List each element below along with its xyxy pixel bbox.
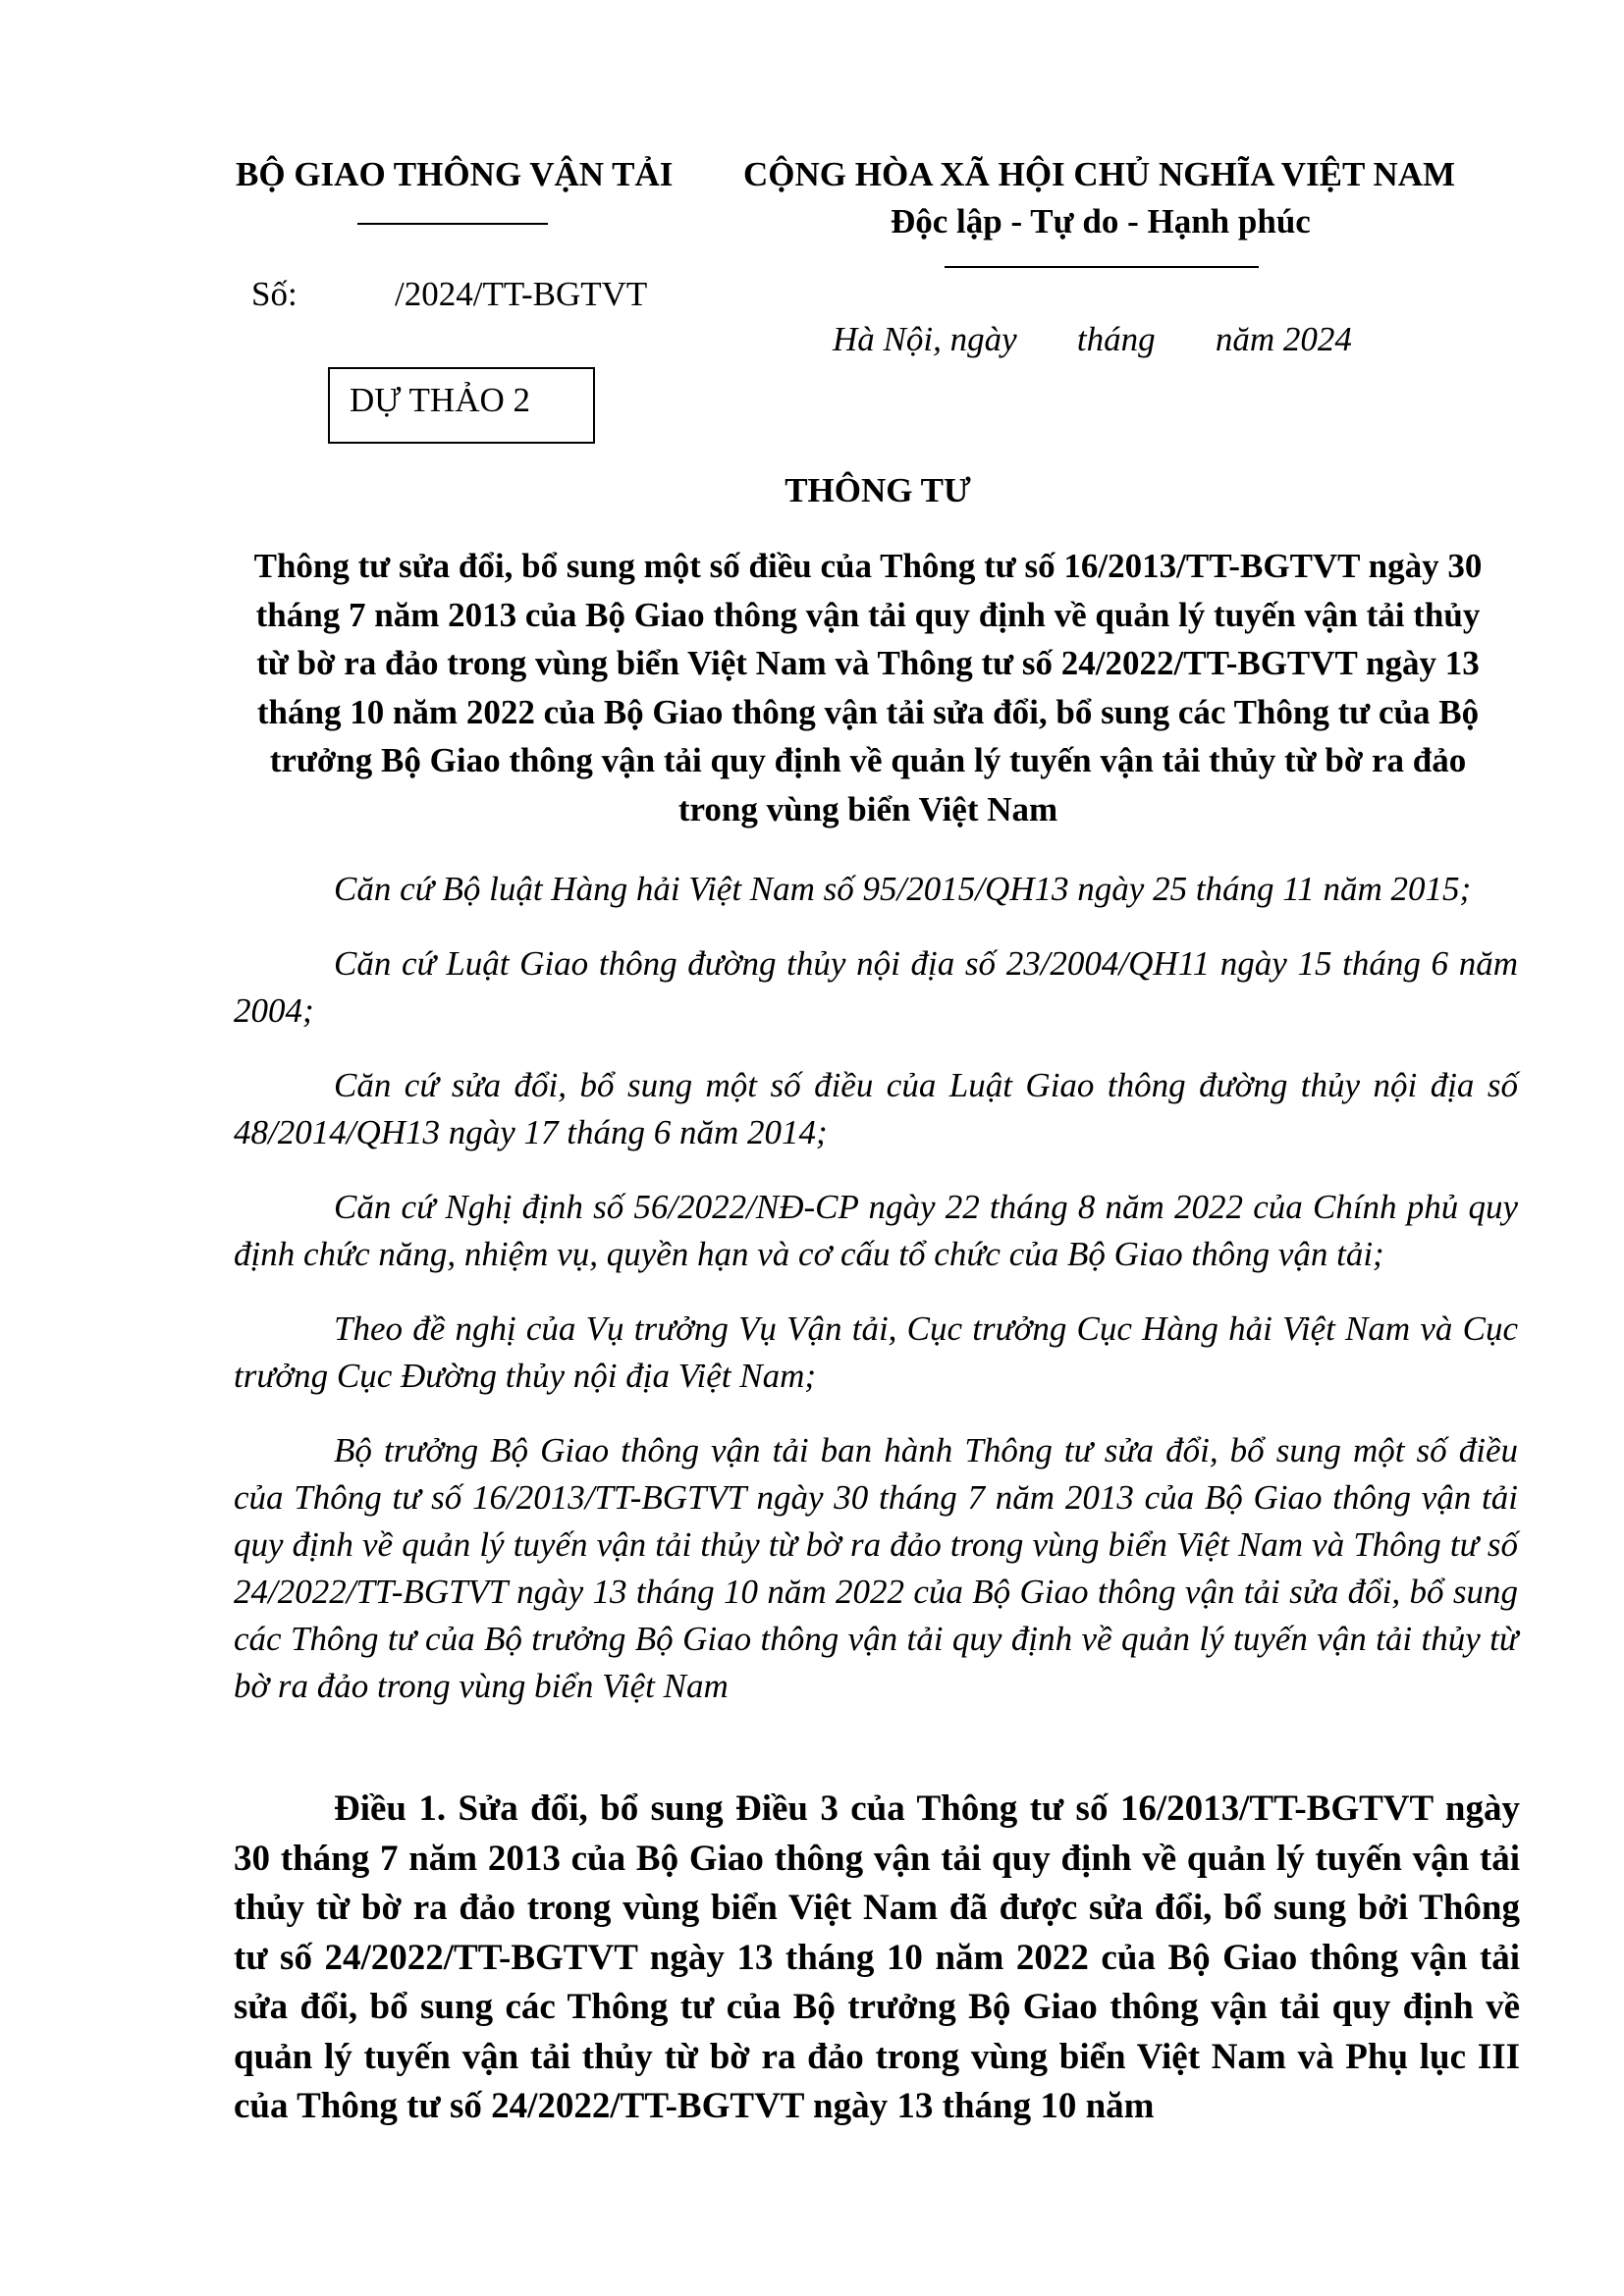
legal-basis-4: Căn cứ Nghị định số 56/2022/NĐ-CP ngày 22 tháng 8 năm 2022 của Chính phủ quy định chức năng, nhiệm vụ, quyền hạn và cơ cấu tổ chức của Bộ Giao thông vận tải;	[234, 1188, 1518, 1273]
article-1: Điều 1. Sửa đổi, bổ sung Điều 3 của Thông tư số 16/2013/TT-BGTVT ngày 30 tháng 7 năm 2013 của Bộ Giao thông vận tải quy định về quản lý tuyến vận tải thủy từ bờ ra đảo trong vùng biển Việt Nam đã được sửa đổi, bổ sung bởi Thông tư số 24/2022/TT-BGTVT ngày 13 tháng 10 năm 2022 của Bộ Giao thông vận tải sửa đổi, bổ sung các Thông tư của Bộ trưởng Bộ Giao thông vận tải quy định về quản lý tuyến vận tải thủy từ bờ ra đảo trong vùng biển Việt Nam và Phụ lục III của Thông tư số 24/2022/TT-BGTVT ngày 13 tháng 10 năm	[234, 1789, 1520, 2126]
document-number-label: Số:	[251, 275, 298, 313]
document-type: THÔNG TƯ	[785, 471, 971, 509]
motto-underline	[945, 266, 1259, 268]
document-number: /2024/TT-BGTVT	[395, 275, 648, 313]
legal-basis-1: Căn cứ Bộ luật Hàng hải Việt Nam số 95/2015/QH13 ngày 25 tháng 11 năm 2015;	[334, 870, 1472, 908]
place-and-date: Hà Nội, ngày tháng năm 2024	[833, 320, 1352, 358]
legal-basis-2: Căn cứ Luật Giao thông đường thủy nội địa số 23/2004/QH11 ngày 15 tháng 6 năm 2004;	[234, 944, 1518, 1030]
national-title: CỘNG HÒA XÃ HỘI CHỦ NGHĨA VIỆT NAM	[743, 155, 1456, 193]
document-title: Thông tư sửa đổi, bổ sung một số điều của Thông tư số 16/2013/TT-BGTVT ngày 30 tháng 7 năm 2013 của Bộ Giao thông vận tải quy định về quản lý tuyến vận tải thủy từ bờ ra đảo trong vùng biển Việt Nam và Thông tư số 24/2022/TT-BGTVT ngày 13 tháng 10 năm 2022 của Bộ Giao thông vận tải sửa đổi, bổ sung các Thông tư của Bộ trưởng Bộ Giao thông vận tải quy định về quản lý tuyến vận tải thủy từ bờ ra đảo trong vùng biển Việt Nam	[253, 547, 1483, 828]
legal-basis-3: Căn cứ sửa đổi, bổ sung một số điều của Luật Giao thông đường thủy nội địa số 48/2014/QH13 ngày 17 tháng 6 năm 2014;	[234, 1066, 1518, 1151]
national-motto: Độc lập - Tự do - Hạnh phúc	[891, 202, 1311, 240]
authority-underline	[357, 223, 548, 225]
proposal-basis: Theo đề nghị của Vụ trưởng Vụ Vận tải, Cục trưởng Cục Hàng hải Việt Nam và Cục trưởng Cục Đường thủy nội địa Việt Nam;	[234, 1309, 1518, 1395]
draft-stamp: DỰ THẢO 2	[328, 367, 595, 444]
promulgation-statement: Bộ trưởng Bộ Giao thông vận tải ban hành Thông tư sửa đổi, bổ sung một số điều của Thông tư số 16/2013/TT-BGTVT ngày 30 tháng 7 năm 2013 của Bộ Giao thông vận tải quy định về quản lý tuyến vận tải thủy từ bờ ra đảo trong vùng biển Việt Nam và Thông tư số 24/2022/TT-BGTVT ngày 13 tháng 10 năm 2022 của Bộ Giao thông vận tải sửa đổi, bổ sung các Thông tư của Bộ trưởng Bộ Giao thông vận tải quy định về quản lý tuyến vận tải thủy từ bờ ra đảo trong vùng biển Việt Nam	[234, 1431, 1518, 1705]
issuing-authority: BỘ GIAO THÔNG VẬN TẢI	[236, 155, 674, 193]
legal-basis-section	[234, 866, 1518, 1710]
